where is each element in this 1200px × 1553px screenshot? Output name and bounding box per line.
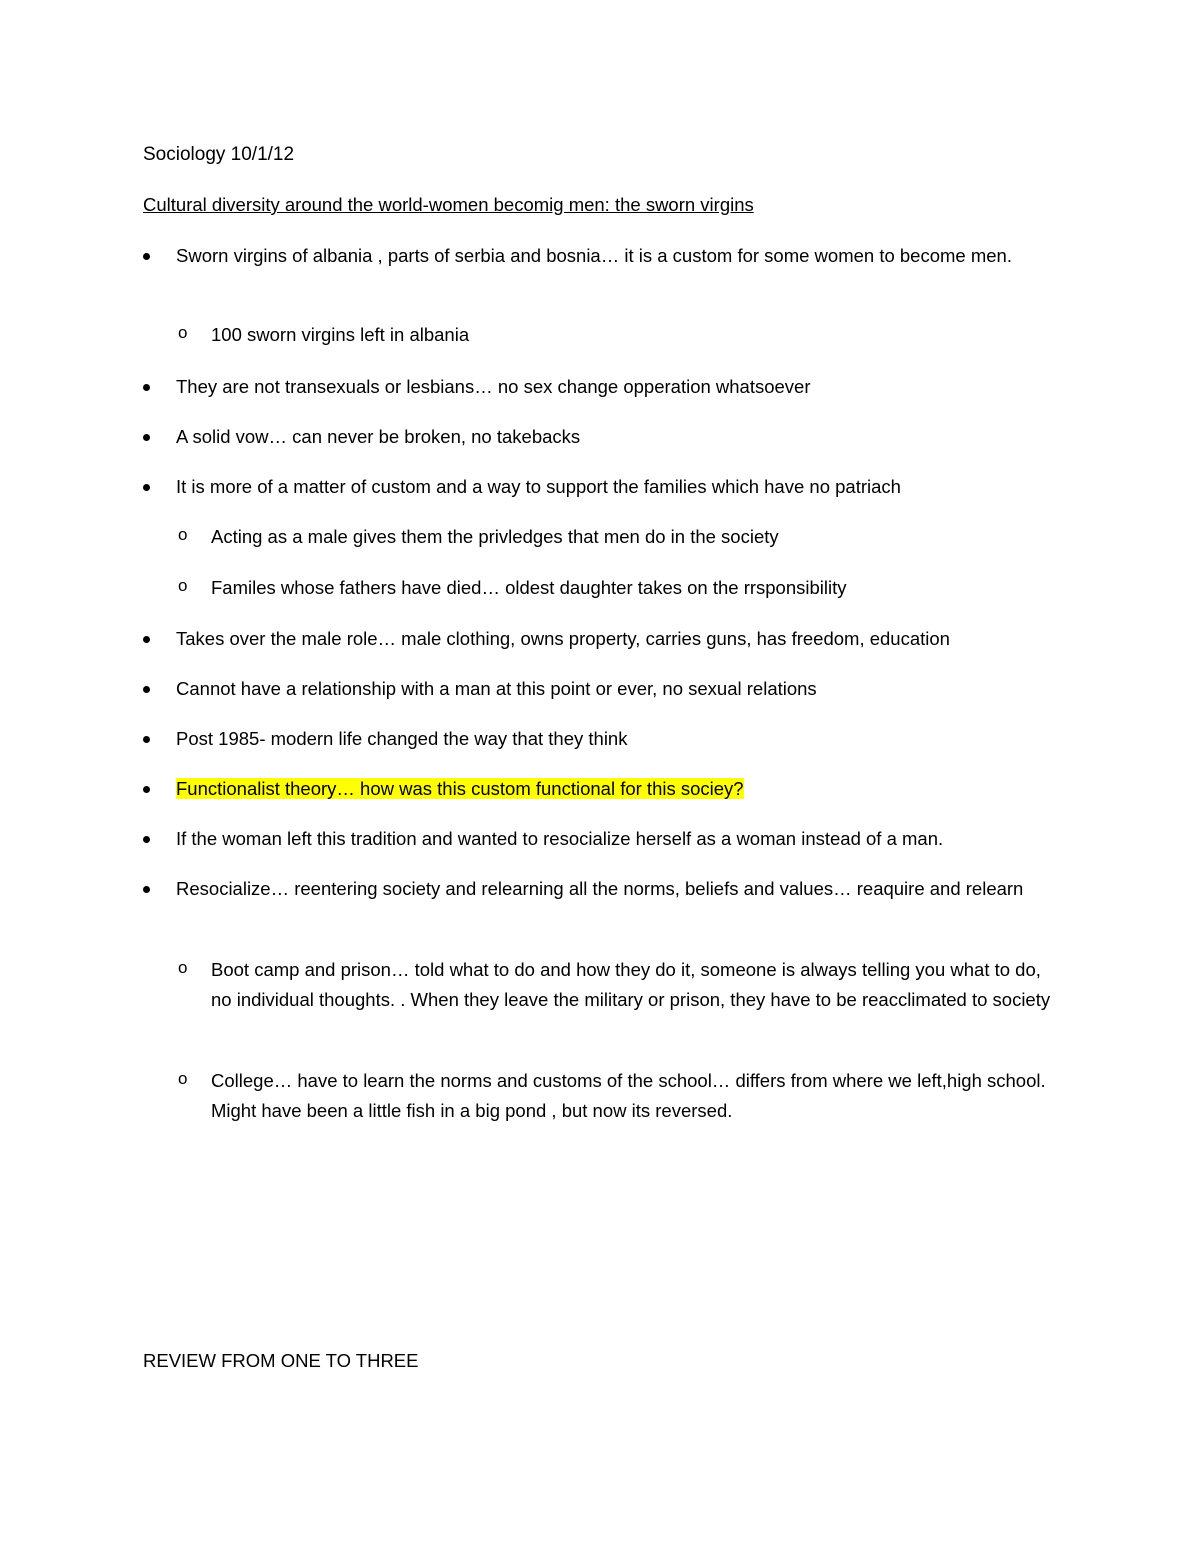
page-title: Sociology 10/1/12 (143, 144, 295, 165)
sub-bullet-icon: o (178, 958, 188, 977)
bullet-icon (143, 484, 150, 491)
bullet-icon (143, 786, 150, 793)
sub-list-item: 100 sworn virgins left in albania (211, 324, 470, 345)
list-item-highlighted (176, 774, 1046, 804)
list-item: They are not transexuals or lesbians… no sex change opperation whatsoever (176, 376, 811, 397)
bullet-icon (143, 886, 150, 893)
list-item: It is more of a matter of custom and a way to support the families which have no patriach (176, 476, 901, 497)
sub-list-item: College… have to learn the norms and customs of the school… differs from where we left,high school. Might have been a little fish in a big pond , but now its reversed. (211, 1070, 1046, 1121)
bullet-icon (143, 253, 150, 260)
bullet-icon (143, 636, 150, 643)
sub-list-item: Acting as a male gives them the privledges that men do in the society (211, 526, 779, 547)
list-item: Post 1985- modern life changed the way that they think (176, 728, 628, 749)
bullet-icon (143, 836, 150, 843)
highlighted-text: Functionalist theory… how was this custom functional for this sociey? (176, 778, 744, 799)
sub-bullet-icon: o (178, 525, 188, 544)
sub-bullet-icon: o (178, 323, 188, 342)
bullet-icon (143, 686, 150, 693)
bullet-icon (143, 384, 150, 391)
list-item: Takes over the male role… male clothing, owns property, carries guns, has freedom, education (176, 628, 950, 649)
list-item: Resocialize… reentering society and relearning all the norms, beliefs and values… reaquire and relearn (176, 878, 1024, 899)
sub-bullet-icon: o (178, 1069, 188, 1088)
bullet-icon (143, 736, 150, 743)
list-item: A solid vow… can never be broken, no takebacks (176, 426, 581, 447)
sub-bullet-icon: o (178, 576, 188, 595)
bullet-icon (143, 434, 150, 441)
section-heading: Cultural diversity around the world-women becomig men: the sworn virgins (143, 194, 754, 215)
list-item: Cannot have a relationship with a man at this point or ever, no sexual relations (176, 678, 817, 699)
sub-list-item: Boot camp and prison… told what to do and how they do it, someone is always telling you what to do, no individual thoughts. . When they leave the military or prison, they have to be reacclimated to society (211, 959, 1051, 1010)
sub-list-item: Familes whose fathers have died… oldest daughter takes on the rrsponsibility (211, 577, 847, 598)
footer-note: REVIEW FROM ONE TO THREE (143, 1350, 419, 1371)
list-item: Sworn virgins of albania , parts of serbia and bosnia… it is a custom for some women to become men. (176, 245, 1012, 266)
list-item: If the woman left this tradition and wanted to resocialize herself as a woman instead of a man. (176, 828, 944, 849)
